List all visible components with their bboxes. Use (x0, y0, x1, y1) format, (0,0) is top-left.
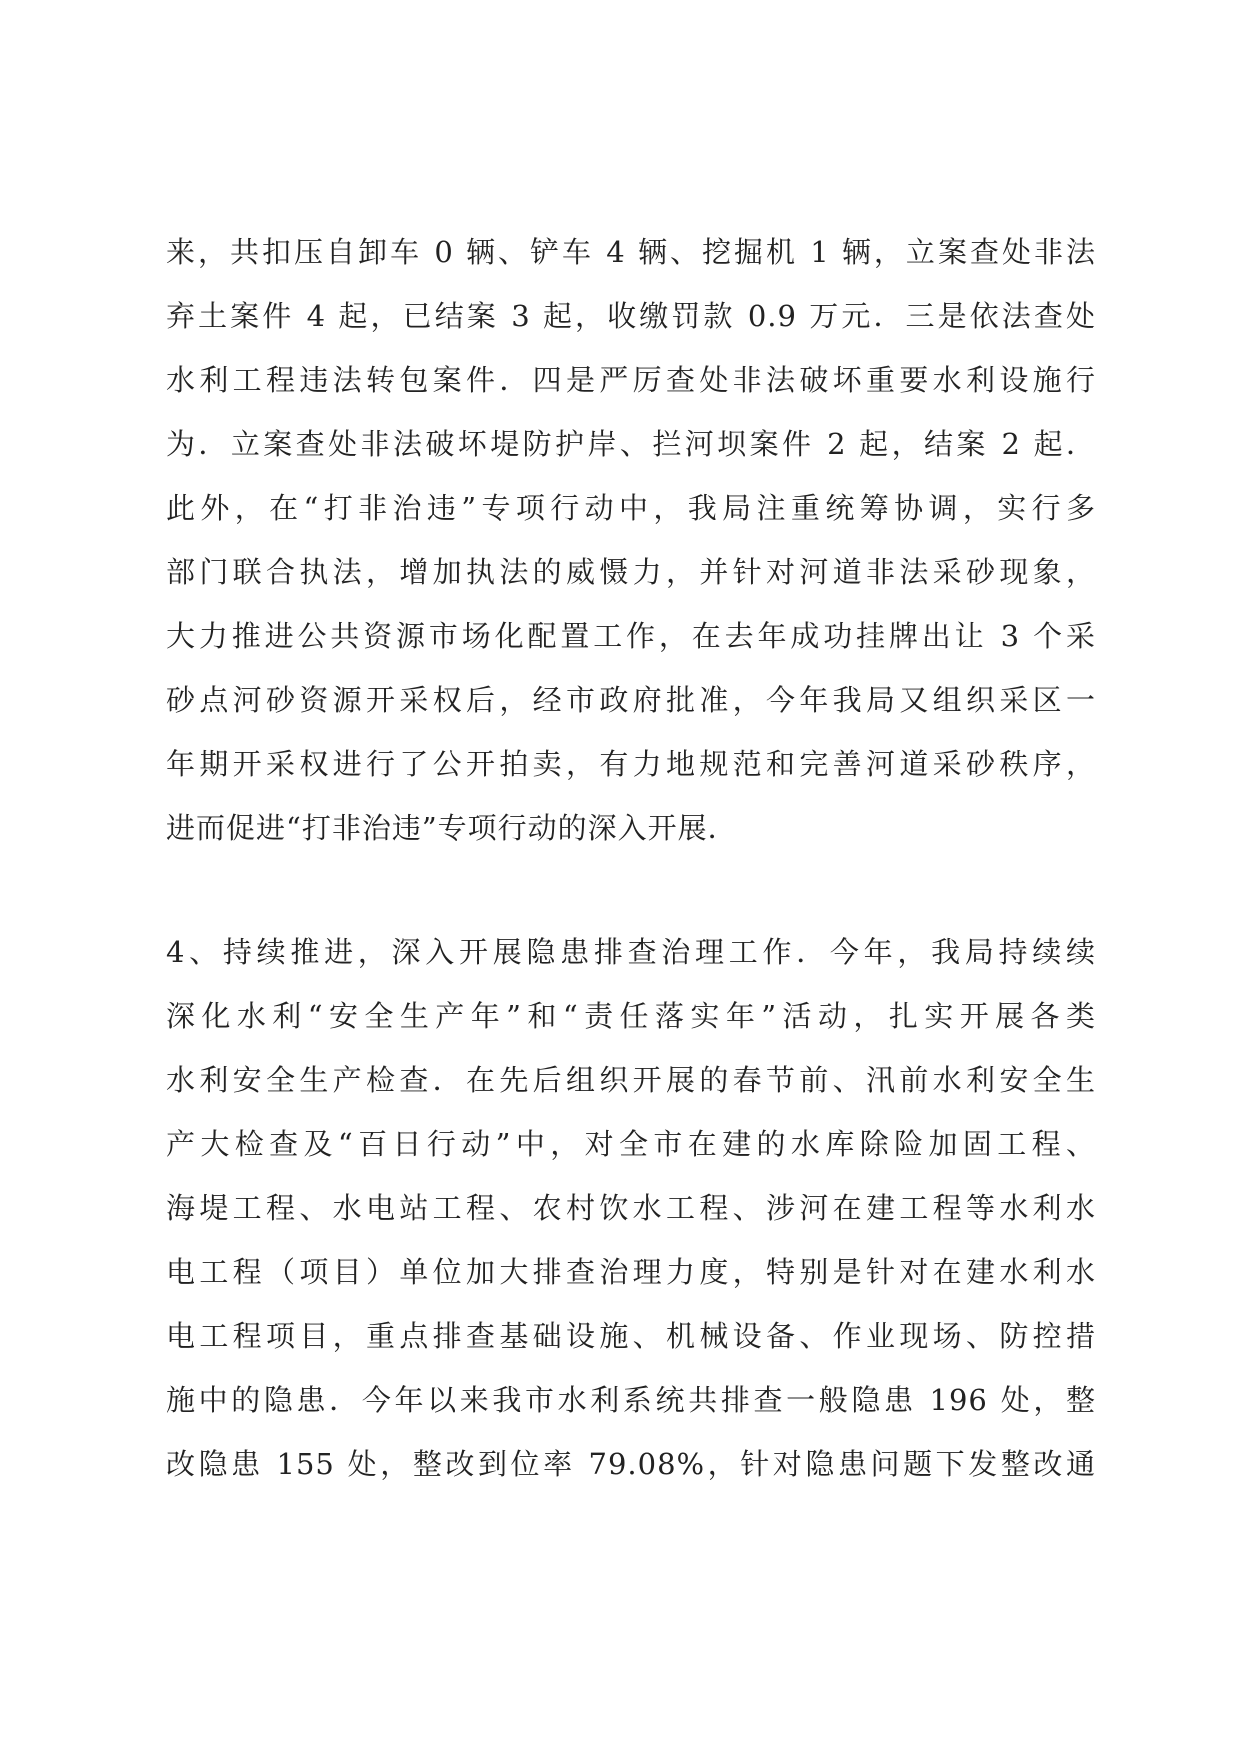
paragraph-line: 电工程（项目）单位加大排查治理力度，特别是针对在建水利水 (166, 1255, 1096, 1289)
paragraph-line: 砂点河砂资源开采权后，经市政府批准，今年我局又组织采区一 (166, 683, 1096, 717)
paragraph-enforcement-summary (166, 220, 1096, 860)
paragraph-line: 电工程项目，重点排查基础设施、机械设备、作业现场、防控措 (166, 1319, 1096, 1353)
paragraph-line: 进而促进“打非治违”专项行动的深入开展． (166, 811, 738, 845)
paragraph-line: 为．立案查处非法破坏堤防护岸、拦河坝案件 2 起，结案 2 起． (166, 427, 1096, 461)
paragraph-hazard-inspection (166, 920, 1096, 1496)
paragraph-line: 产大检查及“百日行动”中，对全市在建的水库除险加固工程、 (166, 1127, 1096, 1161)
paragraph-line: 大力推进公共资源市场化配置工作，在去年成功挂牌出让 3 个采 (166, 619, 1096, 653)
paragraph-line: 水利安全生产检查．在先后组织开展的春节前、汛前水利安全生 (166, 1063, 1096, 1097)
paragraph-line: 弃土案件 4 起，已结案 3 起，收缴罚款 0.9 万元．三是依法查处 (166, 299, 1096, 333)
paragraph-line: 海堤工程、水电站工程、农村饮水工程、涉河在建工程等水利水 (166, 1191, 1096, 1225)
paragraph-line: 改隐患 155 处，整改到位率 79.08%，针对隐患问题下发整改通 (166, 1447, 1096, 1481)
paragraph-line: 水利工程违法转包案件．四是严厉查处非法破坏重要水利设施行 (166, 363, 1096, 397)
paragraph-line: 深化水利“安全生产年”和“责任落实年”活动，扎实开展各类 (166, 999, 1096, 1033)
paragraph-line: 来，共扣压自卸车 0 辆、铲车 4 辆、挖掘机 1 辆，立案查处非法 (166, 235, 1096, 269)
paragraph-line: 4、持续推进，深入开展隐患排查治理工作．今年，我局持续续 (166, 935, 1096, 969)
paragraph-line: 此外，在“打非治违”专项行动中，我局注重统筹协调，实行多 (166, 491, 1096, 525)
paragraph-line: 施中的隐患．今年以来我市水利系统共排查一般隐患 196 处，整 (166, 1383, 1096, 1417)
paragraph-line: 部门联合执法，增加执法的威慑力，并针对河道非法采砂现象， (166, 555, 1096, 589)
paragraph-line: 年期开采权进行了公开拍卖，有力地规范和完善河道采砂秩序， (166, 747, 1096, 781)
